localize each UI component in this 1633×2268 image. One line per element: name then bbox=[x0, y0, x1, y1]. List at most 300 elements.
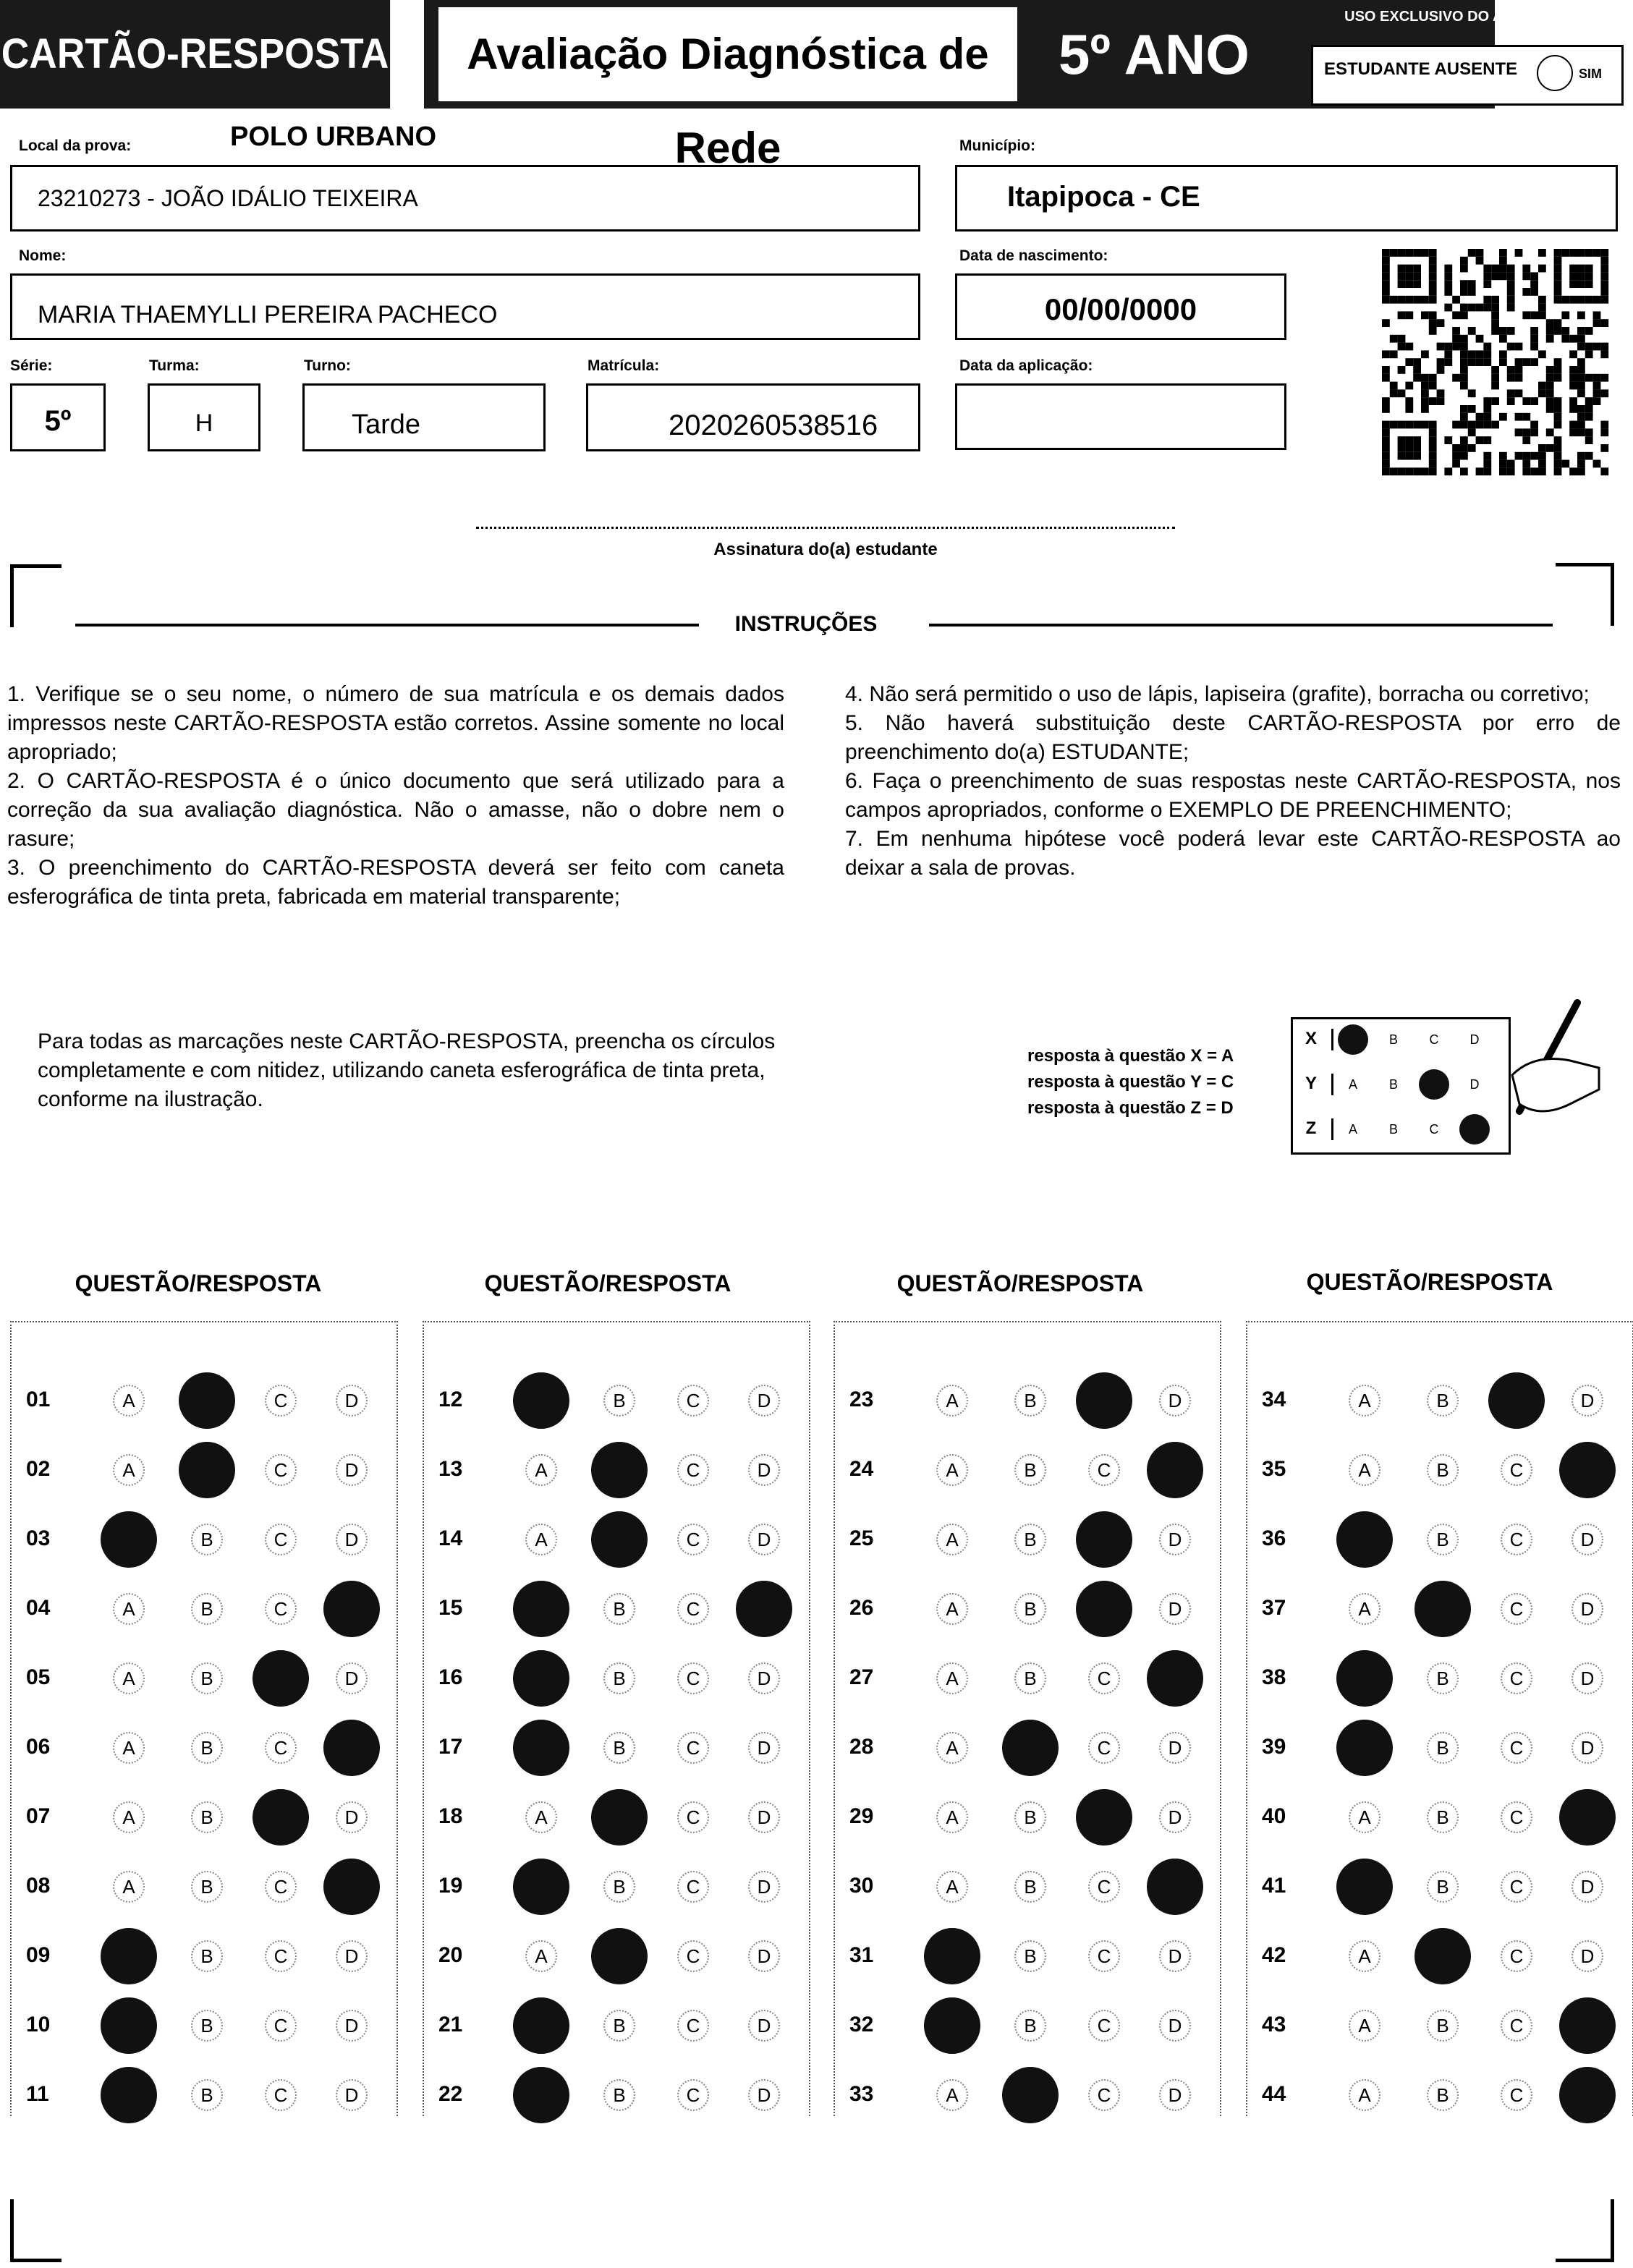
question-row bbox=[1247, 1506, 1632, 1576]
answer-bubble-c[interactable] bbox=[253, 1789, 309, 1846]
question-row bbox=[1247, 1576, 1632, 1645]
answer-bubble-d[interactable] bbox=[323, 1859, 380, 1915]
answer-bubble-a[interactable] bbox=[1336, 1650, 1393, 1707]
nome-value: MARIA THAEMYLLI PEREIRA PACHECO bbox=[38, 301, 498, 328]
answer-bubble-b[interactable] bbox=[179, 1372, 235, 1429]
answer-bubble-a[interactable]: A bbox=[525, 1940, 557, 1972]
question-number: 12 bbox=[438, 1388, 463, 1411]
answer-bubble-c[interactable]: C bbox=[1501, 1871, 1532, 1903]
question-number: 44 bbox=[1262, 2082, 1286, 2106]
answer-bubble-b[interactable]: B bbox=[1427, 1732, 1459, 1764]
answer-bubble-c[interactable]: C bbox=[1501, 1940, 1532, 1972]
answer-bubble-a[interactable] bbox=[513, 1720, 569, 1776]
question-number: 31 bbox=[849, 1943, 874, 1967]
answer-bubble-a[interactable]: A bbox=[113, 1732, 145, 1764]
answer-bubble-b[interactable]: B bbox=[1427, 1524, 1459, 1555]
instruction-item: 1. Verifique se o seu nome, o número de sua matrícula e os demais dados impressos neste CARTÃO-RESPOSTA estão corretos. Assine somente no local apropriado; bbox=[7, 682, 784, 764]
example-bubble: B bbox=[1388, 1077, 1398, 1092]
question-row bbox=[424, 1645, 809, 1715]
answer-bubble-a[interactable] bbox=[924, 1997, 980, 2054]
question-number: 13 bbox=[438, 1457, 463, 1481]
answer-bubble-a[interactable]: A bbox=[936, 1871, 968, 1903]
answer-bubble-b[interactable]: B bbox=[1014, 1454, 1046, 1486]
question-number: 16 bbox=[438, 1665, 463, 1689]
answer-bubble-d[interactable]: D bbox=[1159, 1385, 1191, 1417]
answer-bubble-b[interactable]: B bbox=[1427, 1385, 1459, 1417]
instructions-right bbox=[845, 680, 1621, 883]
turno-value: Tarde bbox=[352, 409, 421, 440]
answer-bubble-d[interactable]: D bbox=[336, 1801, 368, 1833]
question-number: 14 bbox=[438, 1526, 463, 1550]
instruction-item: 3. O preenchimento do CARTÃO-RESPOSTA deverá ser feito com caneta esferográfica de tinta preta, fabricada em material transparente; bbox=[7, 856, 784, 909]
answer-bubble-d[interactable] bbox=[1559, 1997, 1616, 2054]
answer-bubble-a[interactable]: A bbox=[936, 1385, 968, 1417]
answer-bubble-d[interactable]: D bbox=[336, 2079, 368, 2111]
answer-bubble-c[interactable] bbox=[1076, 1789, 1132, 1846]
answer-bubble-c[interactable]: C bbox=[1501, 1662, 1532, 1694]
question-row bbox=[424, 1923, 809, 1992]
question-number: 35 bbox=[1262, 1457, 1286, 1481]
question-row bbox=[12, 1992, 396, 2062]
absent-yes-label: SIM bbox=[1579, 67, 1603, 81]
question-number: 38 bbox=[1262, 1665, 1286, 1689]
answer-bubble-d[interactable] bbox=[1147, 1859, 1203, 1915]
question-number: 32 bbox=[849, 2013, 874, 2036]
answer-bubble-b[interactable] bbox=[591, 1789, 648, 1846]
answer-bubble-b[interactable]: B bbox=[1014, 1385, 1046, 1417]
answer-bubble-a[interactable]: A bbox=[1349, 2010, 1380, 2042]
example-bubble: A bbox=[1348, 1077, 1357, 1092]
answer-column bbox=[834, 1321, 1221, 2116]
question-number: 30 bbox=[849, 1874, 874, 1898]
question-row bbox=[1247, 1715, 1632, 1784]
answer-bubble-c[interactable]: C bbox=[677, 1940, 709, 1972]
answer-bubble-c[interactable]: C bbox=[1088, 1871, 1120, 1903]
answer-bubble-c[interactable]: C bbox=[677, 1801, 709, 1833]
answer-bubble-a[interactable]: A bbox=[113, 1871, 145, 1903]
answer-bubble-b[interactable]: B bbox=[1427, 1454, 1459, 1486]
example-row-label: X bbox=[1291, 1029, 1333, 1050]
answer-bubble-c[interactable]: C bbox=[677, 1662, 709, 1694]
exam-title: Avaliação Diagnóstica de Rede bbox=[438, 7, 1017, 101]
answer-bubble-a[interactable] bbox=[1336, 1511, 1393, 1568]
answer-bubble-d[interactable]: D bbox=[1159, 1524, 1191, 1555]
answer-bubble-c[interactable]: C bbox=[265, 2010, 297, 2042]
corner-mark bbox=[1556, 2199, 1614, 2262]
answer-bubble-b[interactable] bbox=[591, 1442, 648, 1498]
question-row bbox=[12, 1645, 396, 1715]
answer-bubble-d[interactable] bbox=[1147, 1650, 1203, 1707]
answer-bubble-b[interactable]: B bbox=[191, 1940, 223, 1972]
answer-bubble-d[interactable]: D bbox=[1159, 1593, 1191, 1625]
answer-bubble-d[interactable]: D bbox=[1159, 2079, 1191, 2111]
answer-bubble-b[interactable]: B bbox=[603, 1662, 635, 1694]
answer-bubble-d[interactable]: D bbox=[748, 1454, 780, 1486]
answer-bubble-d[interactable]: D bbox=[748, 2079, 780, 2111]
question-row bbox=[12, 1853, 396, 1923]
applicator-label: USO EXCLUSIVO DO APLICADOR bbox=[1344, 9, 1579, 25]
question-number: 08 bbox=[26, 1874, 51, 1898]
answer-bubble-b[interactable] bbox=[591, 1511, 648, 1568]
answer-bubble-d[interactable] bbox=[1559, 2067, 1616, 2123]
pen-hand-illustration bbox=[1490, 995, 1606, 1140]
answer-bubble-c[interactable] bbox=[1076, 1372, 1132, 1429]
municipio-value: Itapipoca - CE bbox=[1007, 181, 1200, 213]
question-row bbox=[835, 2062, 1220, 2131]
example-bubble: C bbox=[1429, 1032, 1439, 1047]
answer-bubble-d[interactable]: D bbox=[1572, 1662, 1603, 1694]
qr-code bbox=[1382, 249, 1609, 479]
question-row bbox=[424, 1367, 809, 1437]
answer-bubble-c[interactable]: C bbox=[677, 1524, 709, 1555]
answer-bubble-c[interactable]: C bbox=[265, 1524, 297, 1555]
card-title: CARTÃO-RESPOSTA bbox=[0, 0, 390, 109]
corner-mark bbox=[10, 2199, 61, 2262]
answer-bubble-d[interactable]: D bbox=[748, 1871, 780, 1903]
answer-bubble-c[interactable]: C bbox=[1088, 1732, 1120, 1764]
question-number: 22 bbox=[438, 2082, 463, 2106]
aplicacao-label: Data da aplicação: bbox=[959, 357, 1093, 374]
answer-bubble-d[interactable] bbox=[1559, 1789, 1616, 1846]
answer-bubble-a[interactable] bbox=[513, 1372, 569, 1429]
answer-bubble-d[interactable]: D bbox=[336, 2010, 368, 2042]
answer-bubble-d[interactable]: D bbox=[1159, 1940, 1191, 1972]
answer-bubble-c[interactable]: C bbox=[1501, 1801, 1532, 1833]
answer-bubble-b[interactable] bbox=[179, 1442, 235, 1498]
question-row bbox=[835, 1506, 1220, 1576]
column-title: QUESTÃO/RESPOSTA bbox=[75, 1270, 322, 1296]
answer-bubble-c[interactable]: C bbox=[1501, 1454, 1532, 1486]
answer-bubble-c[interactable]: C bbox=[1088, 2079, 1120, 2111]
answer-bubble-a[interactable]: A bbox=[1349, 1385, 1380, 1417]
answer-bubble-b[interactable]: B bbox=[191, 2079, 223, 2111]
answer-bubble-a[interactable] bbox=[513, 2067, 569, 2123]
question-number: 25 bbox=[849, 1526, 874, 1550]
question-row bbox=[424, 2062, 809, 2131]
local-label: Local da prova: bbox=[19, 137, 132, 154]
answer-bubble-d[interactable]: D bbox=[1572, 1940, 1603, 1972]
answer-bubble-d[interactable] bbox=[323, 1720, 380, 1776]
answer-bubble-a[interactable] bbox=[101, 1997, 157, 2054]
answer-bubble-b[interactable]: B bbox=[1014, 1524, 1046, 1555]
question-number: 20 bbox=[438, 1943, 463, 1967]
question-row bbox=[1247, 2062, 1632, 2131]
answer-bubble-c[interactable] bbox=[1488, 1372, 1545, 1429]
answer-bubble-d[interactable]: D bbox=[1572, 1385, 1603, 1417]
example-bubble bbox=[1459, 1114, 1490, 1144]
answer-bubble-a[interactable]: A bbox=[936, 1593, 968, 1625]
example-bubble: D bbox=[1469, 1077, 1480, 1092]
answer-bubble-b[interactable]: B bbox=[1014, 1871, 1046, 1903]
answer-bubble-c[interactable]: C bbox=[265, 1454, 297, 1486]
answer-bubble-d[interactable]: D bbox=[336, 1454, 368, 1486]
answer-bubble-a[interactable] bbox=[513, 1859, 569, 1915]
instructions-rule-left bbox=[75, 624, 699, 627]
answer-bubble-a[interactable] bbox=[101, 1511, 157, 1568]
example-bubble bbox=[1419, 1069, 1449, 1100]
answer-bubble-a[interactable]: A bbox=[113, 1454, 145, 1486]
corner-mark bbox=[1556, 563, 1614, 626]
answer-bubble-b[interactable]: B bbox=[191, 1662, 223, 1694]
answer-column bbox=[1246, 1321, 1633, 2116]
question-row bbox=[12, 1715, 396, 1784]
signature-line[interactable] bbox=[476, 527, 1175, 529]
answer-bubble-d[interactable]: D bbox=[1572, 1871, 1603, 1903]
answer-bubble-a[interactable]: A bbox=[936, 1662, 968, 1694]
instructions-left bbox=[7, 680, 784, 912]
answer-bubble-c[interactable]: C bbox=[265, 1940, 297, 1972]
answer-bubble-b[interactable]: B bbox=[603, 1732, 635, 1764]
answer-bubble-c[interactable]: C bbox=[677, 1732, 709, 1764]
question-row bbox=[424, 1576, 809, 1645]
example-bubble: B bbox=[1388, 1032, 1398, 1047]
turma-label: Turma: bbox=[149, 357, 200, 374]
answer-bubble-a[interactable] bbox=[513, 1997, 569, 2054]
school-value: 23210273 - JOÃO IDÁLIO TEIXEIRA bbox=[38, 185, 418, 211]
instructions-rule-right bbox=[929, 624, 1553, 627]
answer-bubble-a[interactable]: A bbox=[113, 1662, 145, 1694]
question-number: 23 bbox=[849, 1388, 874, 1411]
answer-bubble-b[interactable] bbox=[1002, 2067, 1059, 2123]
answer-bubble-b[interactable]: B bbox=[191, 1524, 223, 1555]
answer-bubble-b[interactable]: B bbox=[1014, 2010, 1046, 2042]
answer-bubble-a[interactable] bbox=[1336, 1859, 1393, 1915]
answer-bubble-d[interactable]: D bbox=[748, 2010, 780, 2042]
answer-bubble-c[interactable]: C bbox=[1088, 2010, 1120, 2042]
question-row bbox=[424, 1784, 809, 1853]
question-row bbox=[424, 1437, 809, 1506]
example-text: Para todas as marcações neste CARTÃO-RESPOSTA, preencha os círculos completamente e com nitidez, utilizando caneta esferográfica de tinta preta, conforme na ilustração. bbox=[38, 1029, 776, 1111]
answer-bubble-b[interactable]: B bbox=[603, 1871, 635, 1903]
answer-bubble-d[interactable]: D bbox=[748, 1801, 780, 1833]
answer-bubble-a[interactable]: A bbox=[113, 1801, 145, 1833]
answer-bubble-c[interactable]: C bbox=[265, 2079, 297, 2111]
question-number: 41 bbox=[1262, 1874, 1286, 1898]
answer-bubble-a[interactable]: A bbox=[936, 1454, 968, 1486]
question-number: 07 bbox=[26, 1804, 51, 1828]
answer-bubble-b[interactable]: B bbox=[191, 1732, 223, 1764]
answer-bubble-d[interactable]: D bbox=[336, 1662, 368, 1694]
answer-bubble-c[interactable]: C bbox=[1501, 2079, 1532, 2111]
answer-bubble-a[interactable] bbox=[1336, 1720, 1393, 1776]
question-number: 40 bbox=[1262, 1804, 1286, 1828]
question-number: 24 bbox=[849, 1457, 874, 1481]
answer-bubble-d[interactable]: D bbox=[1159, 1801, 1191, 1833]
answer-bubble-d[interactable]: D bbox=[748, 1385, 780, 1417]
question-row bbox=[835, 1715, 1220, 1784]
answer-bubble-b[interactable]: B bbox=[191, 1593, 223, 1625]
answer-bubble-d[interactable]: D bbox=[1159, 2010, 1191, 2042]
answer-bubble-c[interactable]: C bbox=[1501, 1593, 1532, 1625]
answer-bubble-b[interactable]: B bbox=[191, 1801, 223, 1833]
question-number: 17 bbox=[438, 1735, 463, 1759]
answer-bubble-b[interactable]: B bbox=[191, 2010, 223, 2042]
aplicacao-box[interactable] bbox=[955, 383, 1286, 450]
answer-bubble-a[interactable] bbox=[101, 1928, 157, 1984]
question-row bbox=[1247, 1992, 1632, 2062]
answer-bubble-c[interactable]: C bbox=[1088, 1662, 1120, 1694]
answer-bubble-b[interactable]: B bbox=[603, 1593, 635, 1625]
answer-bubble-c[interactable] bbox=[1076, 1581, 1132, 1637]
answer-bubble-a[interactable]: A bbox=[113, 1385, 145, 1417]
answer-bubble-d[interactable]: D bbox=[336, 1524, 368, 1555]
answer-bubble-b[interactable]: B bbox=[191, 1871, 223, 1903]
answer-bubble-d[interactable]: D bbox=[336, 1940, 368, 1972]
answer-bubble-a[interactable]: A bbox=[1349, 1940, 1380, 1972]
question-number: 36 bbox=[1262, 1526, 1286, 1550]
answer-bubble-d[interactable]: D bbox=[1572, 1732, 1603, 1764]
question-number: 37 bbox=[1262, 1596, 1286, 1620]
example-bubble bbox=[1338, 1024, 1368, 1055]
matricula-label: Matrícula: bbox=[588, 357, 660, 374]
question-number: 10 bbox=[26, 2013, 51, 2036]
question-row bbox=[12, 1506, 396, 1576]
answer-bubble-c[interactable]: C bbox=[677, 2079, 709, 2111]
question-number: 29 bbox=[849, 1804, 874, 1828]
answer-bubble-c[interactable]: C bbox=[1501, 2010, 1532, 2042]
answer-bubble-a[interactable]: A bbox=[936, 1524, 968, 1555]
answer-bubble-d[interactable]: D bbox=[1572, 1524, 1603, 1555]
question-row bbox=[12, 1437, 396, 1506]
question-number: 15 bbox=[438, 1596, 463, 1620]
question-row bbox=[835, 1923, 1220, 1992]
answer-bubble-b[interactable]: B bbox=[1427, 1801, 1459, 1833]
example-bubble: C bbox=[1429, 1122, 1439, 1137]
answer-bubble-a[interactable] bbox=[513, 1650, 569, 1707]
answer-bubble-b[interactable]: B bbox=[1427, 1871, 1459, 1903]
answer-bubble-b[interactable]: B bbox=[1427, 1662, 1459, 1694]
question-number: 26 bbox=[849, 1596, 874, 1620]
answer-bubble-c[interactable]: C bbox=[677, 1871, 709, 1903]
answer-bubble-c[interactable]: C bbox=[677, 1593, 709, 1625]
answer-bubble-a[interactable]: A bbox=[936, 1801, 968, 1833]
answer-bubble-a[interactable]: A bbox=[525, 1524, 557, 1555]
answer-bubble-b[interactable] bbox=[1414, 1928, 1471, 1984]
answer-bubble-d[interactable]: D bbox=[1159, 1732, 1191, 1764]
answer-bubble-b[interactable]: B bbox=[1014, 1593, 1046, 1625]
answer-bubble-b[interactable]: B bbox=[603, 2010, 635, 2042]
answer-bubble-a[interactable]: A bbox=[113, 1593, 145, 1625]
answer-bubble-a[interactable]: A bbox=[1349, 1801, 1380, 1833]
example-bubble: D bbox=[1469, 1032, 1480, 1047]
question-row bbox=[424, 1992, 809, 2062]
answer-bubble-d[interactable]: D bbox=[748, 1662, 780, 1694]
answer-bubble-a[interactable]: A bbox=[1349, 1593, 1380, 1625]
question-number: 04 bbox=[26, 1596, 51, 1620]
question-number: 02 bbox=[26, 1457, 51, 1481]
answer-bubble-a[interactable]: A bbox=[936, 1732, 968, 1764]
answer-bubble-c[interactable]: C bbox=[1088, 1454, 1120, 1486]
question-number: 28 bbox=[849, 1735, 874, 1759]
answer-bubble-c[interactable]: C bbox=[677, 2010, 709, 2042]
question-row bbox=[12, 1367, 396, 1437]
answer-bubble-d[interactable]: D bbox=[336, 1385, 368, 1417]
answer-column bbox=[423, 1321, 810, 2116]
instruction-item: 4. Não será permitido o uso de lápis, lapiseira (grafite), borracha ou corretivo; bbox=[845, 682, 1590, 706]
answer-bubble-c[interactable]: C bbox=[265, 1385, 297, 1417]
question-number: 01 bbox=[26, 1388, 51, 1411]
question-number: 33 bbox=[849, 2082, 874, 2106]
answer-bubble-b[interactable]: B bbox=[1427, 2010, 1459, 2042]
question-row bbox=[424, 1506, 809, 1576]
answer-bubble-b[interactable] bbox=[591, 1928, 648, 1984]
answer-bubble-d[interactable]: D bbox=[748, 1524, 780, 1555]
question-row bbox=[1247, 1853, 1632, 1923]
answer-bubble-a[interactable]: A bbox=[1349, 2079, 1380, 2111]
turno-label: Turno: bbox=[304, 357, 351, 374]
instruction-item: 6. Faça o preenchimento de suas respostas neste CARTÃO-RESPOSTA, nos campos apropriados, conforme o EXEMPLO DE PREENCHIMENTO; bbox=[845, 769, 1621, 822]
answer-bubble-d[interactable]: D bbox=[748, 1732, 780, 1764]
answer-bubble-c[interactable] bbox=[1076, 1511, 1132, 1568]
answer-bubble-c[interactable]: C bbox=[265, 1732, 297, 1764]
answer-bubble-b[interactable] bbox=[1002, 1720, 1059, 1776]
answer-bubble-a[interactable]: A bbox=[1349, 1454, 1380, 1486]
answer-bubble-c[interactable] bbox=[253, 1650, 309, 1707]
instruction-item: 5. Não haverá substituição deste CARTÃO-RESPOSTA por erro de preenchimento do(a) ESTUDANTE; bbox=[845, 711, 1621, 764]
answer-bubble-b[interactable]: B bbox=[1014, 1801, 1046, 1833]
question-row bbox=[12, 2062, 396, 2131]
answer-bubble-b[interactable]: B bbox=[1014, 1662, 1046, 1694]
question-row bbox=[835, 1784, 1220, 1853]
answer-bubble-d[interactable]: D bbox=[1572, 1593, 1603, 1625]
instructions-title: INSTRUÇÕES bbox=[734, 612, 878, 636]
question-row bbox=[1247, 1645, 1632, 1715]
answer-bubble-c[interactable]: C bbox=[1501, 1732, 1532, 1764]
question-row bbox=[835, 1853, 1220, 1923]
answer-bubble-c[interactable]: C bbox=[265, 1593, 297, 1625]
column-title: QUESTÃO/RESPOSTA bbox=[1306, 1269, 1553, 1295]
column-title: QUESTÃO/RESPOSTA bbox=[484, 1270, 731, 1296]
answer-bubble-c[interactable]: C bbox=[1088, 1940, 1120, 1972]
answer-bubble-b[interactable] bbox=[1414, 1581, 1471, 1637]
answer-bubble-b[interactable]: B bbox=[603, 2079, 635, 2111]
answer-bubble-d[interactable] bbox=[323, 1581, 380, 1637]
question-row bbox=[1247, 1437, 1632, 1506]
question-row bbox=[1247, 1923, 1632, 1992]
answer-bubble-c[interactable]: C bbox=[1501, 1524, 1532, 1555]
question-number: 43 bbox=[1262, 2013, 1286, 2036]
answer-bubble-b[interactable]: B bbox=[1014, 1940, 1046, 1972]
absent-bubble[interactable] bbox=[1537, 55, 1573, 91]
question-number: 19 bbox=[438, 1874, 463, 1898]
answer-bubble-b[interactable]: B bbox=[603, 1385, 635, 1417]
answer-bubble-a[interactable] bbox=[924, 1928, 980, 1984]
question-number: 27 bbox=[849, 1665, 874, 1689]
answer-bubble-d[interactable] bbox=[736, 1581, 792, 1637]
answer-bubble-d[interactable] bbox=[1559, 1442, 1616, 1498]
answer-column bbox=[10, 1321, 398, 2116]
answer-bubble-c[interactable]: C bbox=[677, 1385, 709, 1417]
instruction-item: 7. Em nenhuma hipótese você poderá levar este CARTÃO-RESPOSTA ao deixar a sala de provas. bbox=[845, 827, 1621, 880]
answer-bubble-d[interactable]: D bbox=[748, 1940, 780, 1972]
answer-bubble-a[interactable]: A bbox=[525, 1801, 557, 1833]
question-row bbox=[12, 1576, 396, 1645]
answer-bubble-a[interactable] bbox=[101, 2067, 157, 2123]
question-row bbox=[835, 1645, 1220, 1715]
answer-bubble-a[interactable] bbox=[513, 1581, 569, 1637]
answer-bubble-c[interactable]: C bbox=[265, 1871, 297, 1903]
example-bubble: B bbox=[1388, 1122, 1398, 1137]
answer-bubble-c[interactable]: C bbox=[677, 1454, 709, 1486]
answer-bubble-a[interactable]: A bbox=[525, 1454, 557, 1486]
question-number: 34 bbox=[1262, 1388, 1286, 1411]
answer-bubble-a[interactable]: A bbox=[936, 2079, 968, 2111]
answer-bubble-b[interactable]: B bbox=[1427, 2079, 1459, 2111]
question-number: 06 bbox=[26, 1735, 51, 1759]
corner-mark bbox=[10, 564, 61, 627]
answer-bubble-d[interactable] bbox=[1147, 1442, 1203, 1498]
question-number: 18 bbox=[438, 1804, 463, 1828]
